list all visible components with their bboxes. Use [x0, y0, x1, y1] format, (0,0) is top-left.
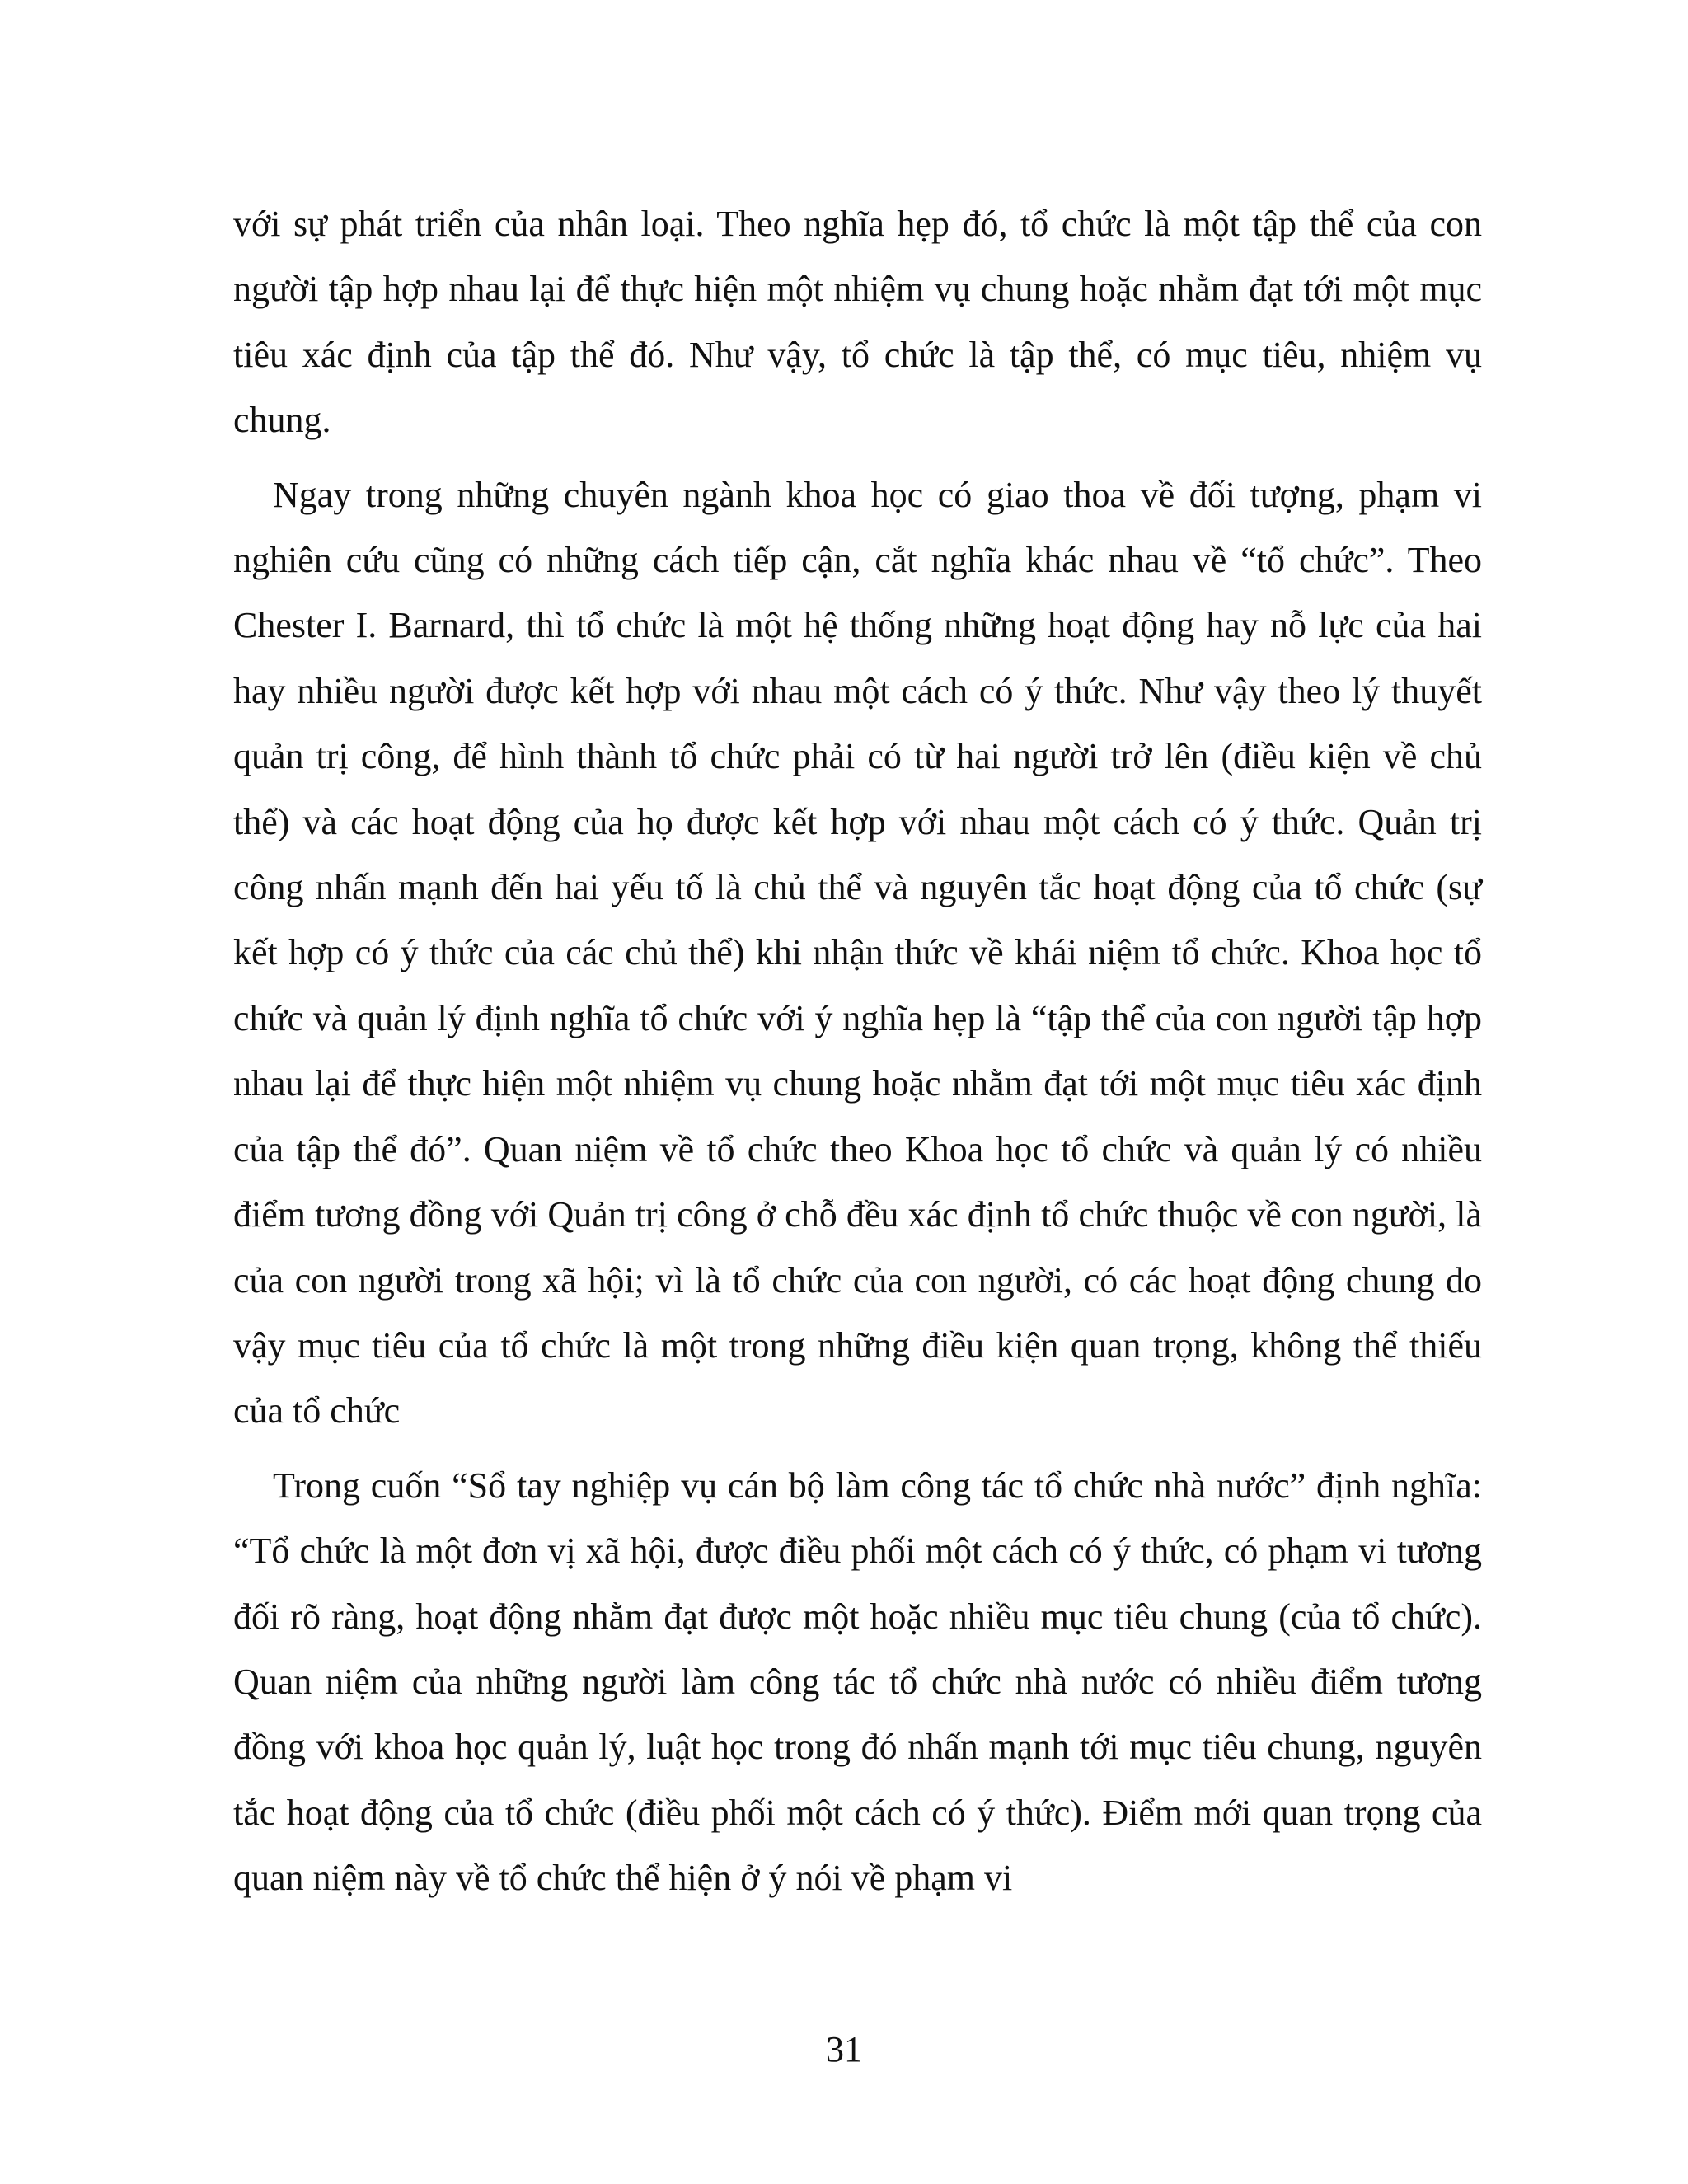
paragraph-continuation: với sự phát triển của nhân loại. Theo nghĩa hẹp đó, tổ chức là một tập thể của con người tập hợp nhau lại để thực hiện một nhiệm vụ chung hoặc nhằm đạt tới một mục tiêu xác định của tập thể đó. Như vậy, tổ chức là tập thể, có mục tiêu, nhiệm vụ chung. [233, 204, 1482, 441]
paragraph-handbook-definition: Trong cuốn “Sổ tay nghiệp vụ cán bộ làm công tác tổ chức nhà nước” định nghĩa: “Tổ chức là một đơn vị xã hội, được điều phối một cách có ý thức, có phạm vi tương đối rõ ràng, hoạt động nhằm đạt được một hoặc nhiều mục tiêu chung (của tổ chức). Quan niệm của những người làm công tác tổ chức nhà nước có nhiều điểm tương đồng với khoa học quản lý, luật học trong đó nhấn mạnh tới mục tiêu chung, nguyên tắc hoạt động của tổ chức (điều phối một cách có ý thức). Điểm mới quan trọng của quan niệm này về tổ chức thể hiện ở ý nói về phạm vi [233, 1465, 1482, 1899]
paragraph-barnard-definition: Ngay trong những chuyên ngành khoa học có giao thoa về đối tượng, phạm vi nghiên cứu cũng có những cách tiếp cận, cắt nghĩa khác nhau về “tổ chức”. Theo Chester I. Barnard, thì tổ chức là một hệ thống những hoạt động hay nỗ lực của hai hay nhiều người được kết hợp với nhau một cách có ý thức. Như vậy theo lý thuyết quản trị công, để hình thành tổ chức phải có từ hai người trở lên (điều kiện về chủ thể) và các hoạt động của họ được kết hợp với nhau một cách có ý thức. Quản trị công nhấn mạnh đến hai yếu tố là chủ thể và nguyên tắc hoạt động của tổ chức (sự kết hợp có ý thức của các chủ thể) khi nhận thức về khái niệm tổ chức. Khoa học tổ chức và quản lý định nghĩa tổ chức với ý nghĩa hẹp là “tập thể của con người tập hợp nhau lại để thực hiện một nhiệm vụ chung hoặc nhằm đạt tới một mục tiêu xác định của tập thể đó”. Quan niệm về tổ chức theo Khoa học tổ chức và quản lý có nhiều điểm tương đồng với Quản trị công ở chỗ đều xác định tổ chức thuộc về con người, là của con người trong xã hội; vì là tổ chức của con người, có các hoạt động chung do vậy mục tiêu của tổ chức là một trong những điều kiện quan trọng, không thể thiếu của tổ chức [233, 474, 1482, 1432]
page-number: 31 [826, 2029, 862, 2069]
page-body [233, 191, 1482, 1911]
